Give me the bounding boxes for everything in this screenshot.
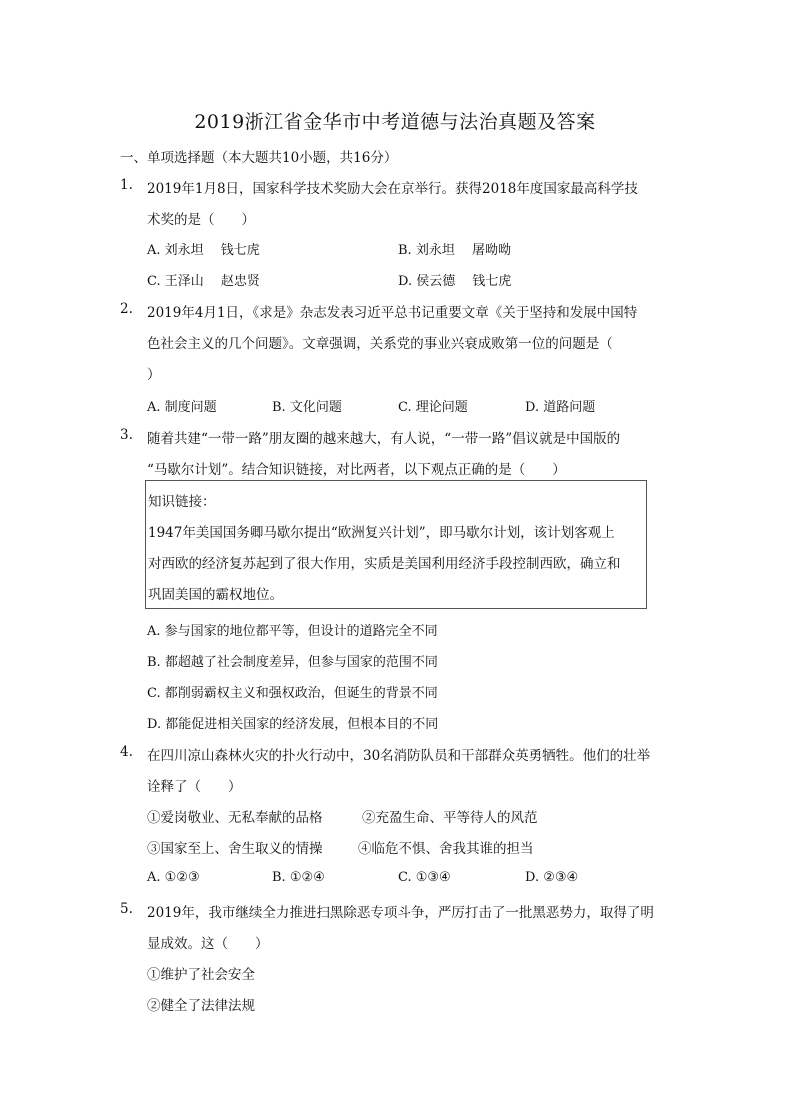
question-1-option-a: A. 刘永坦 钱七虎	[147, 243, 260, 258]
question-4-option-c: C. ①③④	[398, 870, 451, 885]
question-5-number: 5.	[120, 901, 133, 917]
question-4-number: 4.	[120, 744, 133, 760]
question-4-statement-2: ②充盈生命、平等待人的风范	[362, 810, 538, 826]
question-4-option-d: D. ②③④	[525, 870, 579, 885]
question-5-text-line1: 2019年，我市继续全力推进扫黑除恶专项斗争，严厉打击了一批黑恶势力，取得了明	[147, 905, 654, 921]
question-4-statement-1: ①爱岗敬业、无私奉献的品格	[147, 810, 323, 826]
question-2-option-d: D. 道路问题	[525, 400, 596, 415]
question-5-statement-2: ②健全了法律法规	[147, 998, 255, 1014]
question-1-option-c: C. 王泽山 赵忠贤	[147, 274, 260, 289]
question-3-text-line1: 随着共建“一带一路”朋友圈的越来越大，有人说，“一带一路”倡议就是中国版的	[147, 431, 621, 447]
question-3-option-d: D. 都能促进相关国家的经济发展，但根本目的不同	[147, 717, 439, 732]
knowledge-link-line3: 巩固美国的霸权地位。	[148, 587, 283, 603]
knowledge-link-line2: 对西欧的经济复苏起到了很大作用，实质是美国利用经济手段控制西欧，确立和	[148, 556, 621, 572]
knowledge-link-line1: 1947年美国国务卿马歇尔提出“欧洲复兴计划”，即马歇尔计划，该计划客观上	[148, 525, 615, 541]
section-heading: 一、单项选择题（本大题共10小题，共16分）	[120, 150, 398, 166]
question-4-option-a: A. ①②③	[147, 870, 200, 885]
knowledge-link-heading: 知识链接：	[148, 494, 216, 510]
question-3-option-b: B. 都超越了社会制度差异，但参与国家的范围不同	[147, 655, 438, 670]
question-2-option-a: A. 制度问题	[147, 400, 217, 415]
question-2-number: 2.	[120, 301, 133, 317]
question-2-text-line1: 2019年4月1日，《求是》杂志发表习近平总书记重要文章《关于坚持和发展中国特	[147, 305, 638, 321]
question-5-statement-1: ①维护了社会安全	[147, 967, 255, 983]
question-1-option-b: B. 刘永坦 屠呦呦	[398, 243, 511, 258]
question-4-statement-4: ④临危不惧、舍我其谁的担当	[358, 841, 534, 857]
question-2-option-b: B. 文化问题	[272, 400, 342, 415]
page-title: 2019浙江省金华市中考道德与法治真题及答案	[194, 111, 596, 133]
question-3-number: 3.	[120, 427, 133, 443]
question-1-number: 1.	[120, 177, 133, 193]
question-4-text-line1: 在四川凉山森林火灾的扑火行动中，30名消防队员和干部群众英勇牺牲。他们的壮举	[147, 748, 651, 764]
question-4-option-b: B. ①②④	[272, 870, 325, 885]
question-1-option-d: D. 侯云德 钱七虎	[398, 274, 512, 289]
question-3-option-a: A. 参与国家的地位都平等，但设计的道路完全不同	[147, 624, 438, 639]
question-2-option-c: C. 理论问题	[398, 400, 468, 415]
question-4-text-line2: 诠释了（ ）	[147, 779, 242, 795]
question-4-statement-3: ③国家至上、舍生取义的情操	[147, 841, 323, 857]
question-2-text-line3: ）	[147, 367, 161, 383]
question-1-text-line1: 2019年1月8日，国家科学技术奖励大会在京举行。获得2018年度国家最高科学技	[147, 181, 638, 197]
question-5-text-line2: 显成效。这（ ）	[147, 936, 269, 952]
question-1-text-line2: 术奖的是（ ）	[147, 212, 255, 228]
question-3-text-line2: “马歇尔计划”。结合知识链接，对比两者，以下观点正确的是（ ）	[147, 462, 566, 478]
question-3-option-c: C. 都削弱霸权主义和强权政治，但诞生的背景不同	[147, 686, 438, 701]
question-2-text-line2: 色社会主义的几个问题》。文章强调，关系党的事业兴衰成败第一位的问题是（	[147, 336, 613, 352]
